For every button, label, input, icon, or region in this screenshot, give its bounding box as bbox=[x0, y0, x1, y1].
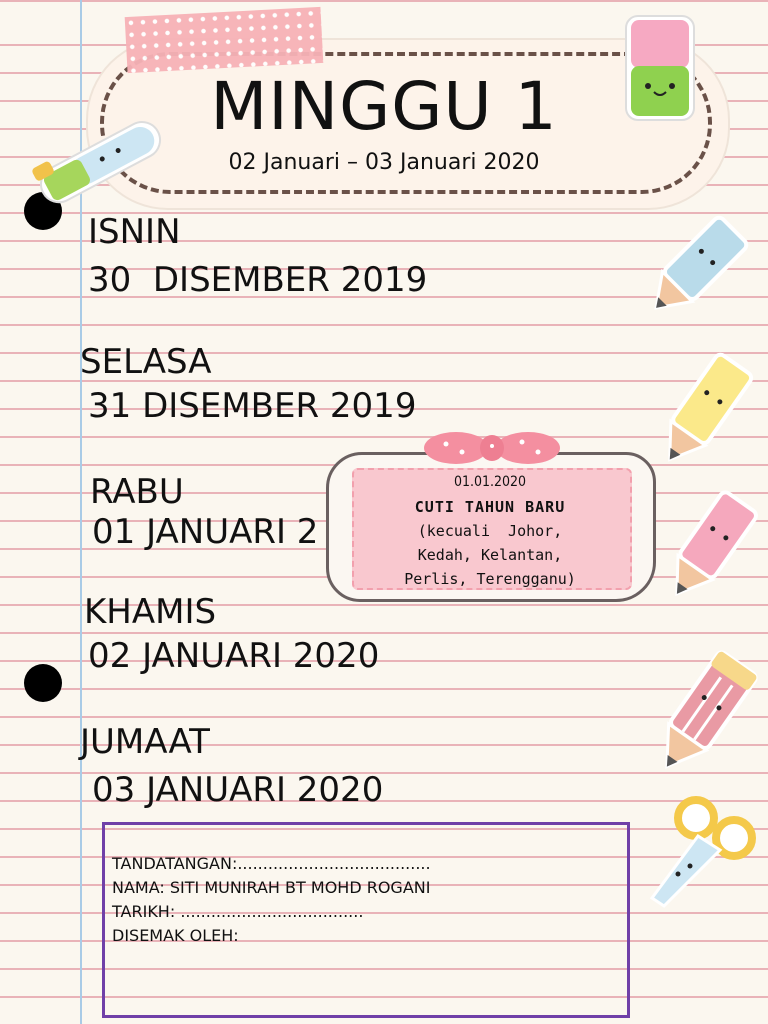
day-label: RABU bbox=[90, 472, 184, 512]
day-date: 31 DISEMBER 2019 bbox=[88, 386, 417, 426]
binder-hole-bottom bbox=[24, 664, 62, 702]
holiday-detail-line: Perlis, Terengganu) bbox=[404, 570, 576, 588]
day-date: 02 JANUARI 2020 bbox=[88, 636, 380, 676]
pen-sticker bbox=[28, 112, 180, 204]
day-label: JUMAAT bbox=[80, 722, 210, 762]
pencil-pink-sticker bbox=[656, 488, 762, 608]
day-date: 30 DISEMBER 2019 bbox=[88, 260, 428, 300]
pencil-yellow-sticker bbox=[650, 350, 756, 474]
day-date: 01 JANUARI 2 bbox=[92, 512, 319, 552]
pencil-blue-sticker bbox=[640, 212, 750, 326]
name-field: NAMA: SITI MUNIRAH BT MOHD ROGANI bbox=[112, 878, 431, 897]
page-subtitle: 02 Januari – 03 Januari 2020 bbox=[228, 150, 540, 175]
day-label: ISNIN bbox=[88, 212, 181, 252]
holiday-date: 01.01.2020 bbox=[453, 474, 527, 490]
day-date: 03 JANUARI 2020 bbox=[92, 770, 384, 810]
holiday-heading: CUTI TAHUN BARU bbox=[414, 498, 566, 516]
holiday-detail-line: (kecuali Johor, bbox=[417, 522, 563, 540]
page-title: MINGGU 1 bbox=[210, 68, 558, 145]
pencil-red-sticker bbox=[644, 648, 762, 782]
date-field: TARIKH: .................................... bbox=[112, 902, 364, 921]
day-label: KHAMIS bbox=[84, 592, 217, 632]
eraser-sticker bbox=[622, 12, 698, 124]
washi-tape bbox=[125, 7, 324, 73]
signature-field: TANDATANGAN:...................................... bbox=[112, 854, 431, 873]
checked-by-field: DISEMAK OLEH: bbox=[112, 926, 239, 945]
day-label: SELASA bbox=[80, 342, 212, 382]
holiday-detail-line: Kedah, Kelantan, bbox=[417, 546, 563, 564]
scissors-sticker bbox=[640, 794, 760, 914]
bow-icon bbox=[422, 428, 562, 468]
